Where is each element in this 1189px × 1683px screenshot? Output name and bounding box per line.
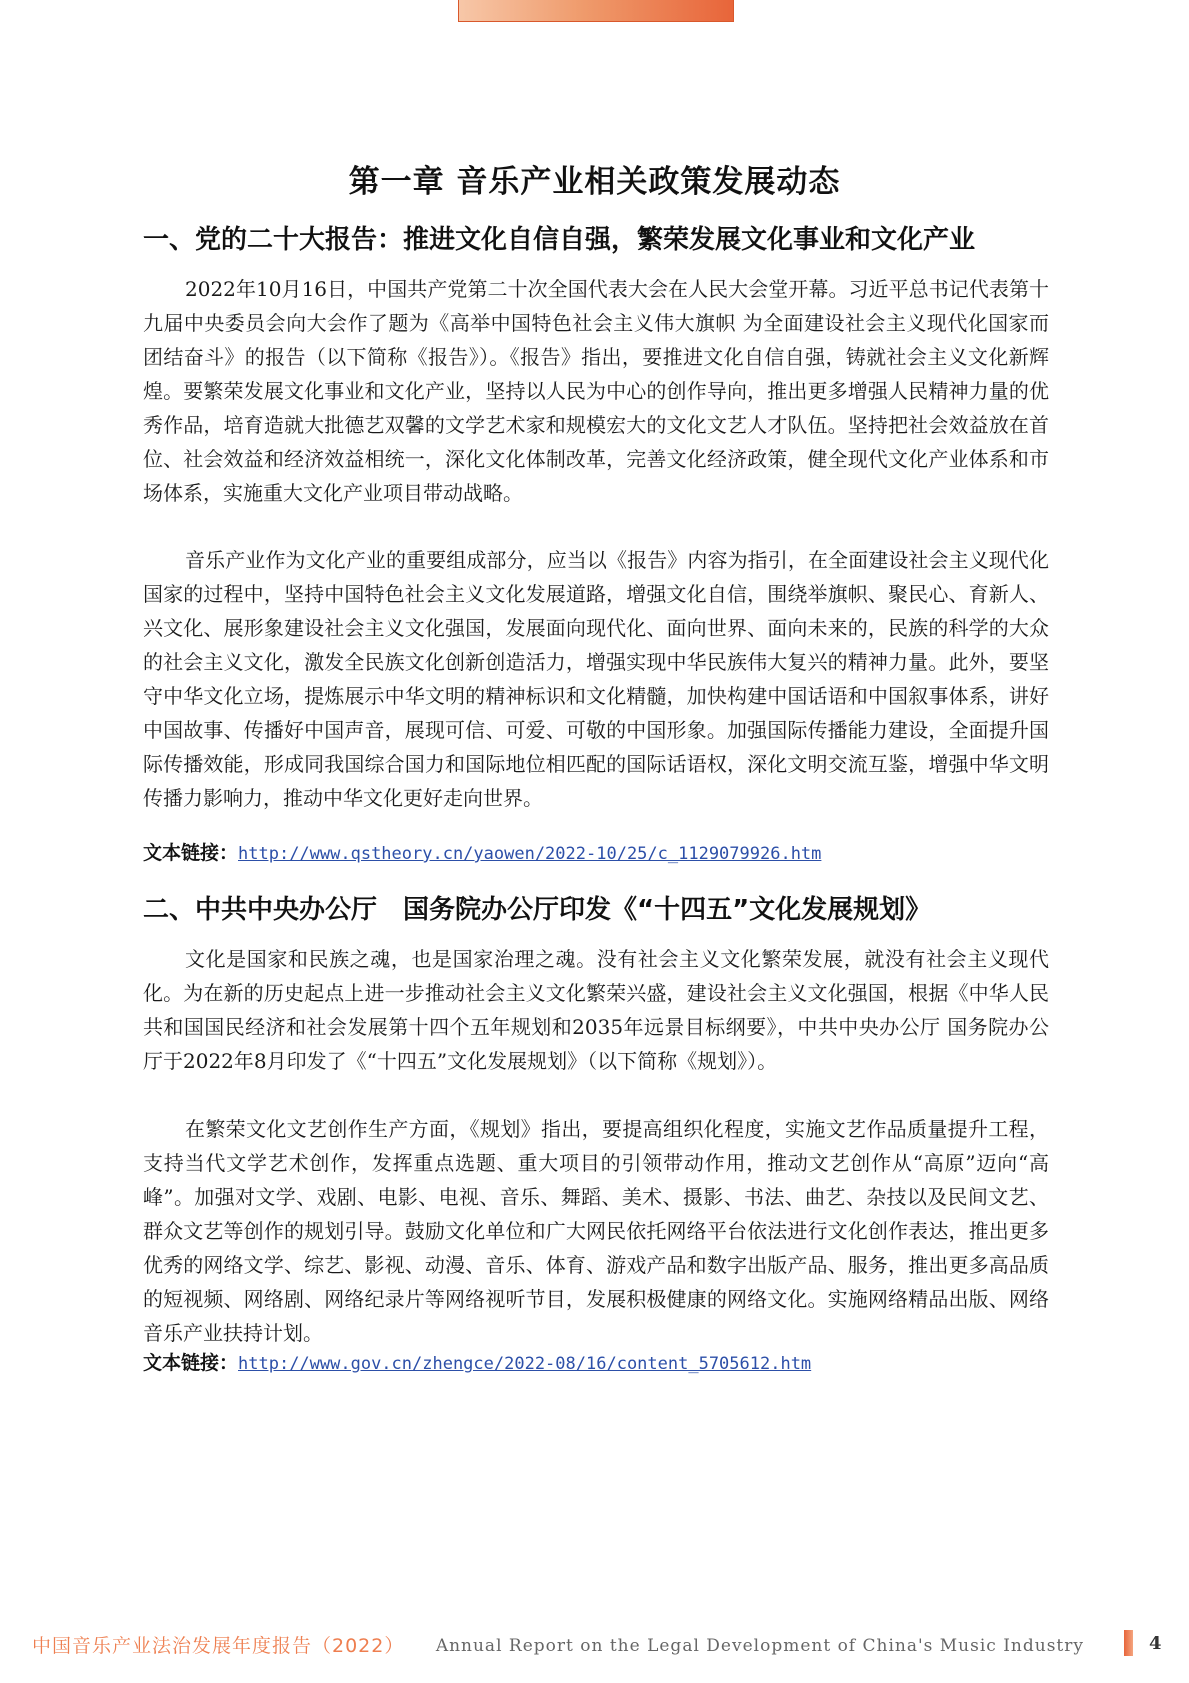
section-1-paragraph-1: 2022年10月16日，中国共产党第二十次全国代表大会在人民大会堂开幕。习近平总书记代表第十九届中央委员会向大会作了题为《高举中国特色社会主义伟大旗帜 为全面建设社会主义现代化国家而团结奋斗》的报告（以下简称《报告》）。《报告》指出，要推进文化自信自强，铸就社会主义文化新辉煌。要繁荣发展文化事业和文化产业，坚持以人民为中心的创作导向，推出更多增强人民精神力量的优秀作品，培育造就大批德艺双馨的文学艺术家和规模宏大的文化文艺人才队伍。坚持把社会效益放在首位、社会效益和经济效益相统一，深化文化体制改革，完善文化经济政策，健全现代文化产业体系和市场体系，实施重大文化产业项目带动战略。: [143, 277, 1049, 505]
page-marker-bar: [1124, 1630, 1133, 1656]
section-1-link-line: [143, 838, 1049, 869]
section-2-heading: 二、中共中央办公厅 国务院办公厅印发《“十四五”文化发展规划》: [143, 895, 932, 925]
section-2-link-line: [143, 1348, 1049, 1379]
footer-report-title-en: Annual Report on the Legal Development of China's Music Industry: [435, 1636, 1084, 1656]
footer-report-title-zh: 中国音乐产业法治发展年度报告（2022）: [32, 1635, 405, 1657]
page-number: 4: [1149, 1633, 1162, 1654]
link-label: 文本链接：: [143, 842, 239, 864]
section-1-link[interactable]: http://www.qstheory.cn/yaowen/2022-10/25/c_1129079926.htm: [238, 844, 822, 864]
section-2-paragraph-2: 在繁荣文化文艺创作生产方面，《规划》指出，要提高组织化程度，实施文艺作品质量提升工程，支持当代文学艺术创作，发挥重点选题、重大项目的引领带动作用，推动文艺创作从“高原”迈向“高峰”。加强对文学、戏剧、电影、电视、音乐、舞蹈、美术、摄影、书法、曲艺、杂技以及民间文艺、群众文艺等创作的规划引导。鼓励文化单位和广大网民依托网络平台依法进行文化创作表达，推出更多优秀的网络文学、综艺、影视、动漫、音乐、体育、游戏产品和数字出版产品、服务，推出更多高品质的短视频、网络剧、网络纪录片等网络视听节目，发展积极健康的网络文化。实施网络精品出版、网络音乐产业扶持计划。: [143, 1117, 1049, 1345]
link-label: 文本链接：: [143, 1352, 239, 1374]
chapter-title: 第一章 音乐产业相关政策发展动态: [348, 164, 841, 200]
section-1-heading: 一、党的二十大报告：推进文化自信自强，繁荣发展文化事业和文化产业: [143, 225, 976, 255]
section-2-paragraph-1: 文化是国家和民族之魂，也是国家治理之魂。没有社会主义文化繁荣发展，就没有社会主义现代化。为在新的历史起点上进一步推动社会主义文化繁荣兴盛，建设社会主义文化强国，根据《中华人民共和国国民经济和社会发展第十四个五年规划和2035年远景目标纲要》，中共中央办公厅 国务院办公厅于2022年8月印发了《“十四五”文化发展规划》（以下简称《规划》）。: [143, 947, 1049, 1073]
section-1-paragraph-2: 音乐产业作为文化产业的重要组成部分，应当以《报告》内容为指引，在全面建设社会主义现代化国家的过程中，坚持中国特色社会主义文化发展道路，增强文化自信，围绕举旗帜、聚民心、育新人、兴文化、展形象建设社会主义文化强国，发展面向现代化、面向世界、面向未来的，民族的科学的大众的社会主义文化，激发全民族文化创新创造活力，增强实现中华民族伟大复兴的精神力量。此外，要坚守中华文化立场，提炼展示中华文明的精神标识和文化精髓，加快构建中国话语和中国叙事体系，讲好中国故事、传播好中国声音，展现可信、可爱、可敬的中国形象。加强国际传播能力建设，全面提升国际传播效能，形成同我国综合国力和国际地位相匹配的国际话语权，深化文明交流互鉴，增强中华文明传播力影响力，推动中华文化更好走向世界。: [143, 548, 1049, 810]
header-tab-decoration: [458, 0, 734, 22]
section-2-link[interactable]: http://www.gov.cn/zhengce/2022-08/16/content_5705612.htm: [238, 1354, 812, 1374]
